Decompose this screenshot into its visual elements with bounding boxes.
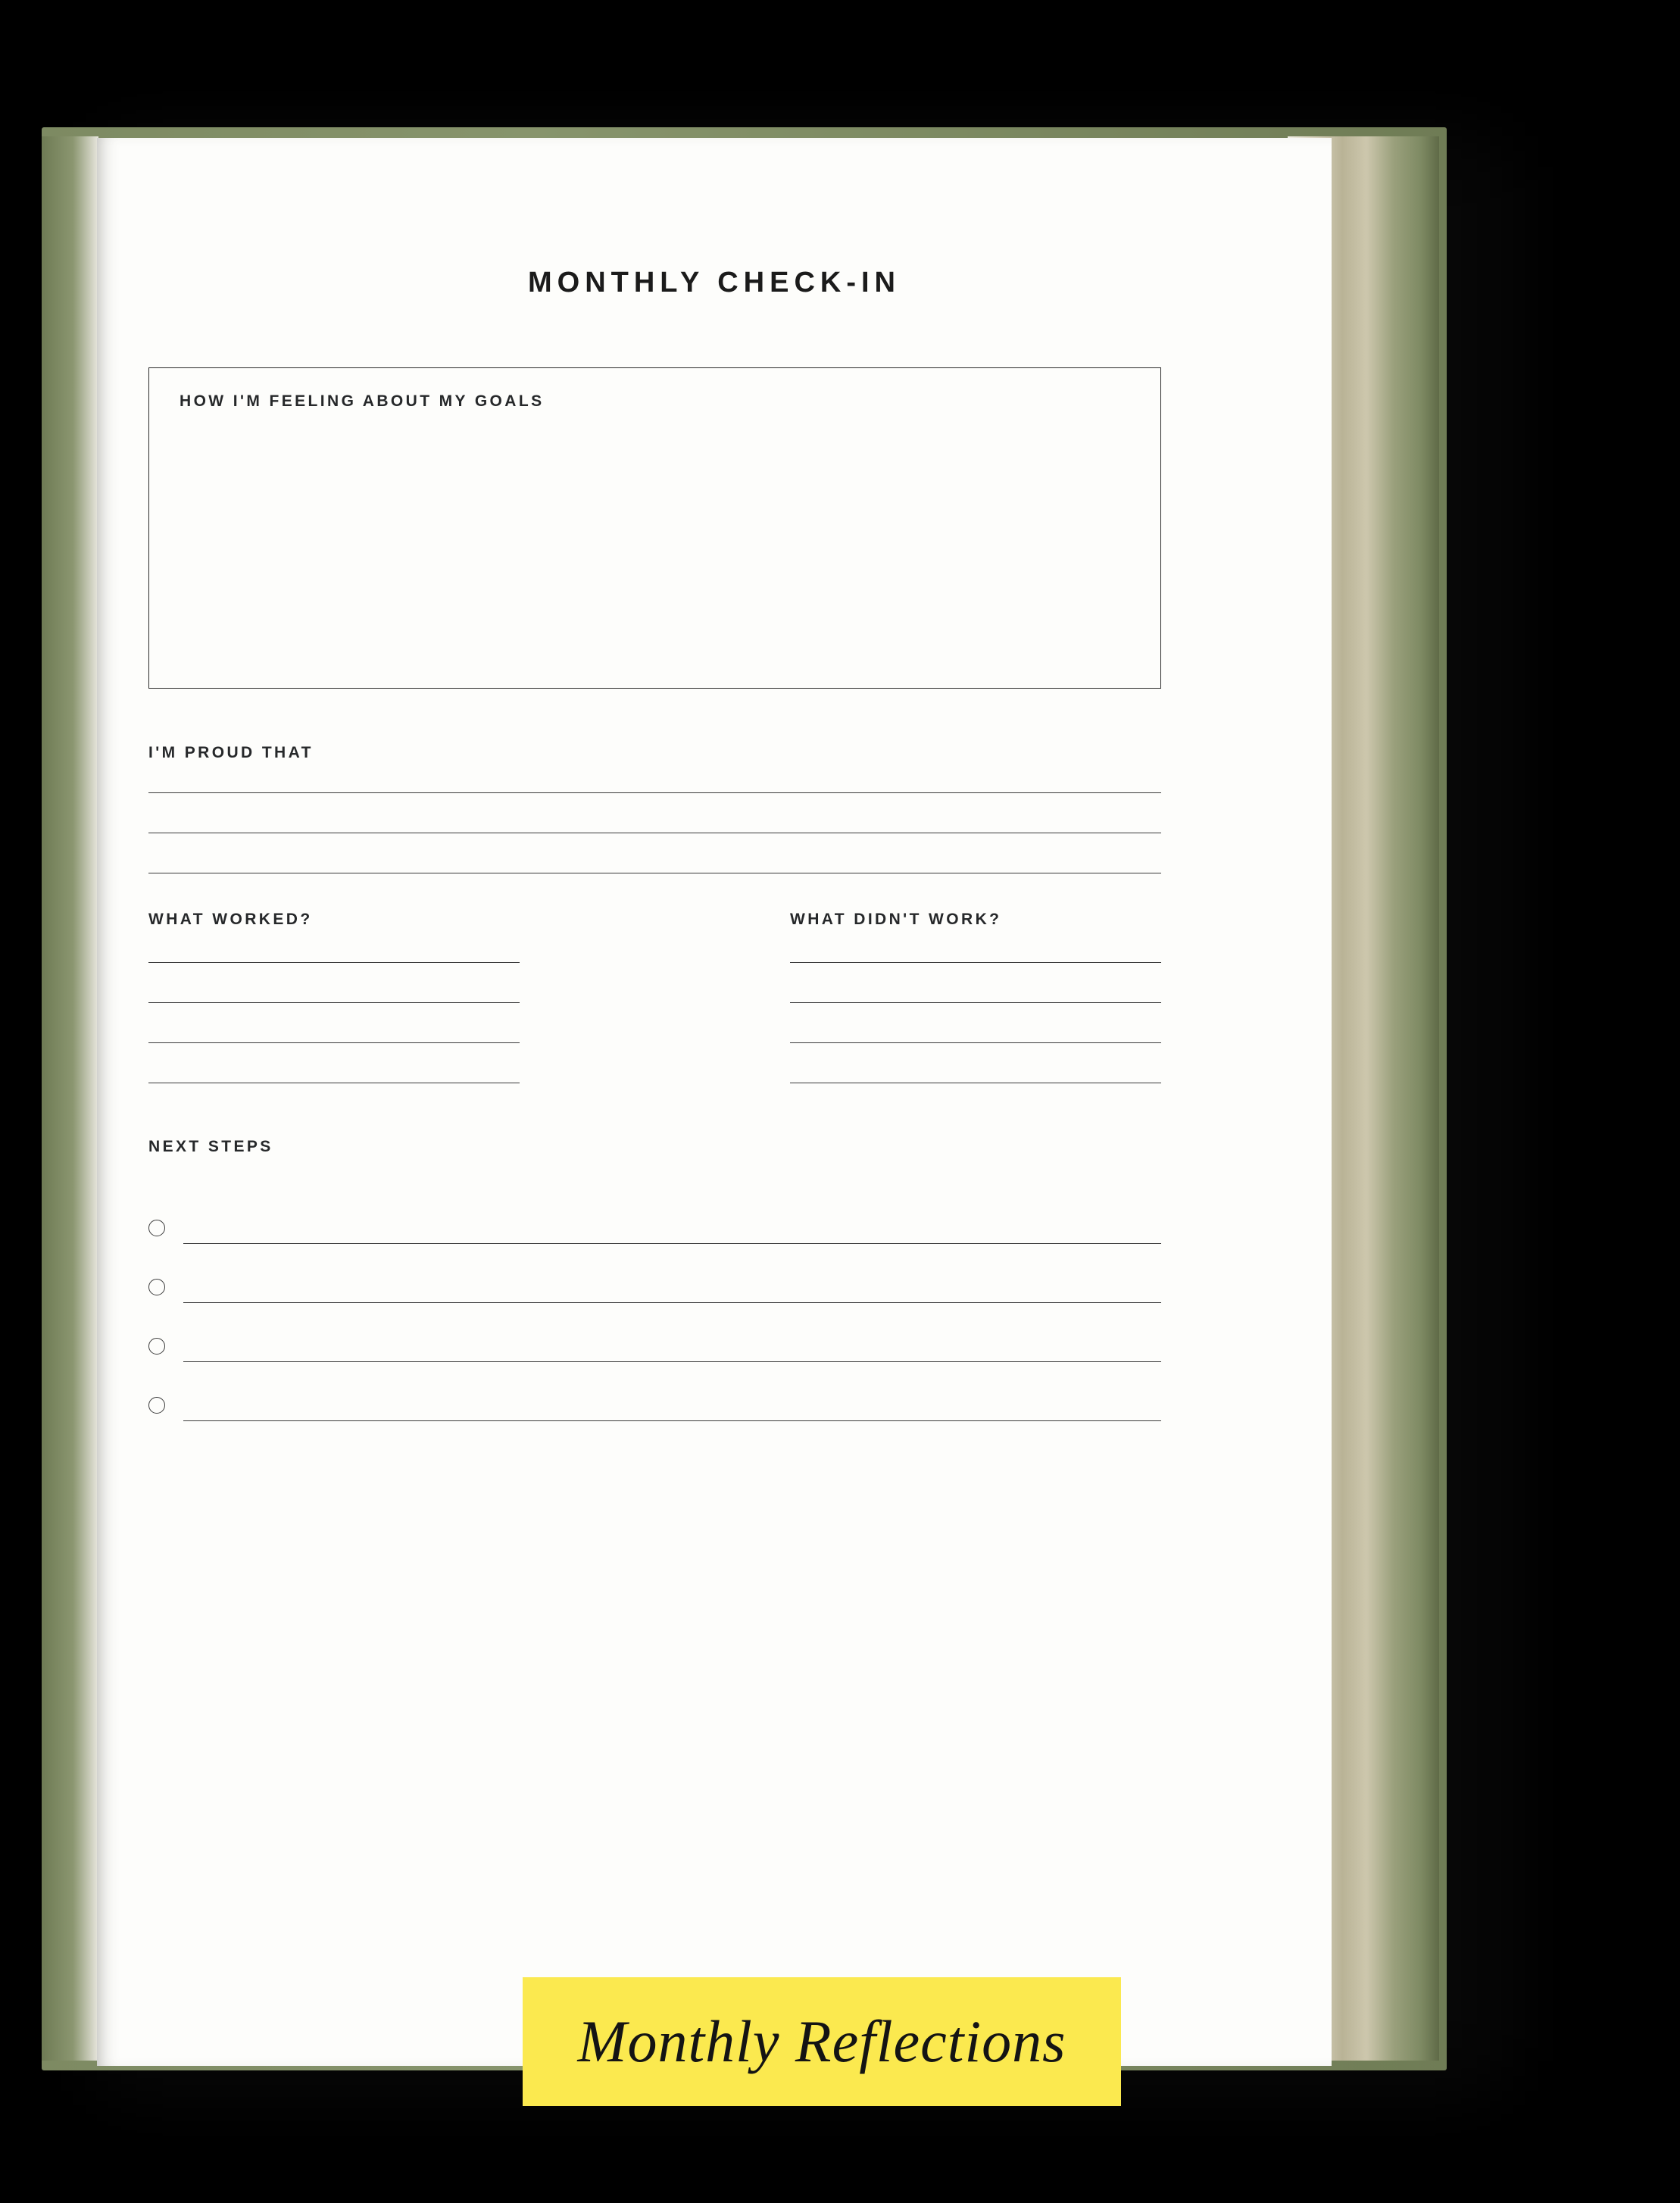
checkbox-circle-icon[interactable]: [148, 1220, 165, 1236]
proud-label: I'M PROUD THAT: [148, 744, 314, 761]
checkbox-circle-icon[interactable]: [148, 1279, 165, 1295]
next-step-write-line[interactable]: [183, 1302, 1161, 1303]
checkbox-circle-icon[interactable]: [148, 1338, 165, 1355]
reflection-columns: [148, 911, 1161, 1083]
next-step-write-line[interactable]: [183, 1420, 1161, 1421]
what-didnt-work-write-line[interactable]: [790, 1002, 1161, 1003]
next-step-item[interactable]: [148, 1362, 1161, 1421]
next-step-write-line[interactable]: [183, 1361, 1161, 1362]
page-title: MONTHLY CHECK-IN: [527, 267, 901, 298]
what-worked-column: [148, 911, 520, 1083]
book-gutter: [42, 136, 98, 2061]
caption-banner: [523, 1977, 1121, 2106]
next-step-write-line[interactable]: [183, 1243, 1161, 1244]
next-steps-section: [148, 1138, 1161, 1421]
what-didnt-work-write-line[interactable]: [790, 962, 1161, 963]
feelings-label: HOW I'M FEELING ABOUT MY GOALS: [180, 392, 545, 410]
printable-page: [97, 138, 1332, 2066]
what-worked-write-line[interactable]: [148, 962, 520, 963]
proud-write-line[interactable]: [148, 792, 1161, 793]
next-step-item[interactable]: [148, 1185, 1161, 1244]
what-worked-label: WHAT WORKED?: [148, 911, 313, 928]
caption-text: Monthly Reflections: [577, 2008, 1066, 2074]
checkbox-circle-icon[interactable]: [148, 1397, 165, 1414]
what-worked-write-line[interactable]: [148, 1002, 520, 1003]
what-didnt-work-column: [790, 911, 1161, 1083]
proud-section: [148, 744, 1161, 873]
feelings-box[interactable]: [148, 367, 1161, 689]
next-steps-label: NEXT STEPS: [148, 1138, 273, 1155]
next-step-item[interactable]: [148, 1244, 1161, 1303]
next-step-item[interactable]: [148, 1303, 1161, 1362]
what-didnt-work-label: WHAT DIDN'T WORK?: [790, 911, 1002, 928]
what-didnt-work-write-line[interactable]: [790, 1042, 1161, 1043]
what-worked-write-line[interactable]: [148, 1042, 520, 1043]
